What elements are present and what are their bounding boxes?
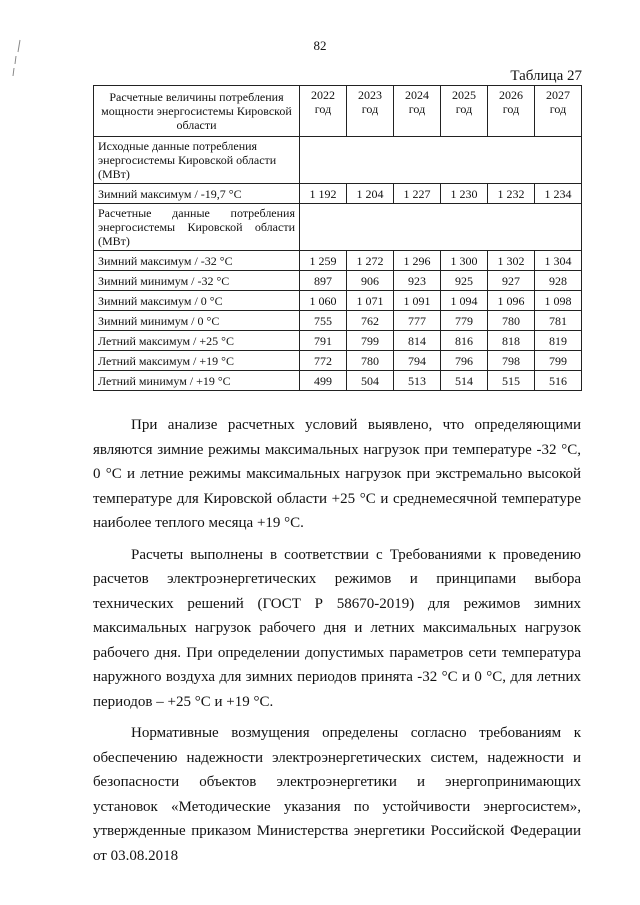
table-cell: 755 [300,311,347,331]
table-row [94,251,582,271]
table-cell: 923 [394,271,441,291]
margin-pencil-mark [10,38,24,78]
parameter-header: Расчетные величины потребления мощности энергосистемы Кировской области [94,86,300,137]
table-cell: 513 [394,371,441,391]
table-row [94,331,582,351]
table-caption: Таблица 27 [510,68,582,84]
table-cell: 1 304 [535,251,582,271]
paragraph: При анализе расчетных условий выявлено, что определяющими являются зимние режимы максимальных нагрузок при температуре -32 °С, 0 °С и летние режимы максимальных нагрузок при экстремально высокой температуре для Кировской области +25 °С и среднемесячной температуре наиболее теплого месяца +19 °С. [93,417,581,531]
table-cell: 1 098 [535,291,582,311]
year-unit: год [502,102,520,116]
table-row [94,311,582,331]
table-cell: 777 [394,311,441,331]
year-unit: год [408,102,426,116]
table-cell: 1 227 [394,184,441,204]
year-unit: год [455,102,473,116]
table-cell: 781 [535,311,582,331]
table-cell: 779 [441,311,488,331]
table-cell: 1 071 [347,291,394,311]
year-header [535,86,582,137]
table-cell: 818 [488,331,535,351]
year-header [347,86,394,137]
table-cell: 794 [394,351,441,371]
year-value: 2023 [358,88,382,102]
table-cell: 1 232 [488,184,535,204]
table-cell: 791 [300,331,347,351]
row-label: Летний максимум / +19 °С [94,351,300,371]
table-cell: 499 [300,371,347,391]
year-value: 2025 [452,88,476,102]
table-cell: 780 [488,311,535,331]
table-cell: 1 094 [441,291,488,311]
section-empty-cell [300,137,582,184]
table-cell: 762 [347,311,394,331]
table-cell: 1 060 [300,291,347,311]
year-value: 2024 [405,88,429,102]
consumption-table [93,85,582,391]
table-cell: 799 [347,331,394,351]
table-cell: 814 [394,331,441,351]
table-cell: 1 204 [347,184,394,204]
section-row [94,137,582,184]
year-header [394,86,441,137]
section-label: Расчетные данные потребления энергосистемы Кировской области (МВт) [94,204,300,251]
paragraph: Нормативные возмущения определены согласно требованиям к обеспечению надежности электроэнергетических систем, надежности и безопасности объектов электроэнергетики и энергопринимающих установок «Методические указания по устойчивости энергосистем», утвержденные приказом Министерства энергетики Российской Федерации от 03.08.2018 [93,725,581,864]
section-label: Исходные данные потребления энергосистемы Кировской области (МВт) [94,137,300,184]
table-cell: 1 091 [394,291,441,311]
table-cell: 796 [441,351,488,371]
table-row [94,371,582,391]
body-text [93,413,581,868]
table-cell: 816 [441,331,488,351]
table-cell: 927 [488,271,535,291]
row-label: Летний минимум / +19 °С [94,371,300,391]
table-row [94,351,582,371]
table-row [94,291,582,311]
year-value: 2022 [311,88,335,102]
table-cell: 1 192 [300,184,347,204]
table-cell: 897 [300,271,347,291]
table-cell: 772 [300,351,347,371]
table-cell: 798 [488,351,535,371]
year-header [488,86,535,137]
table-cell: 1 272 [347,251,394,271]
year-value: 2027 [546,88,570,102]
row-label: Зимний минимум / 0 °С [94,311,300,331]
year-header [441,86,488,137]
table-cell: 906 [347,271,394,291]
table-cell: 1 300 [441,251,488,271]
table-cell: 928 [535,271,582,291]
table-cell: 1 259 [300,251,347,271]
table-cell: 1 096 [488,291,535,311]
row-label: Зимний максимум / 0 °С [94,291,300,311]
table-cell: 1 230 [441,184,488,204]
year-unit: год [314,102,332,116]
section-row [94,204,582,251]
row-label: Зимний минимум / -32 °С [94,271,300,291]
year-value: 2026 [499,88,523,102]
table-cell: 780 [347,351,394,371]
paragraph: Расчеты выполнены в соответствии с Требованиями к проведению расчетов электроэнергетических режимов и принципами выбора технических решений (ГОСТ Р 58670-2019) для режимов зимних максимальных нагрузок рабочего дня и летних максимальных нагрузок рабочего дня. При определении допустимых параметров сети температура наружного воздуха для зимних периодов принята -32 °С и 0 °С, для летних периодов – +25 °С и +19 °С. [93,546,581,710]
table-cell: 1 234 [535,184,582,204]
table-cell: 819 [535,331,582,351]
year-header [300,86,347,137]
row-label: Летний максимум / +25 °С [94,331,300,351]
table-cell: 1 296 [394,251,441,271]
table-cell: 514 [441,371,488,391]
section-empty-cell [300,204,582,251]
table-cell: 516 [535,371,582,391]
row-label: Зимний максимум / -19,7 °С [94,184,300,204]
page-number: 82 [313,38,327,53]
year-unit: год [549,102,567,116]
table-cell: 504 [347,371,394,391]
table-cell: 925 [441,271,488,291]
table-row [94,184,582,204]
table-row [94,271,582,291]
table-cell: 515 [488,371,535,391]
row-label: Зимний максимум / -32 °С [94,251,300,271]
year-unit: год [361,102,379,116]
table-cell: 1 302 [488,251,535,271]
table-cell: 799 [535,351,582,371]
table-header-row [94,86,582,137]
